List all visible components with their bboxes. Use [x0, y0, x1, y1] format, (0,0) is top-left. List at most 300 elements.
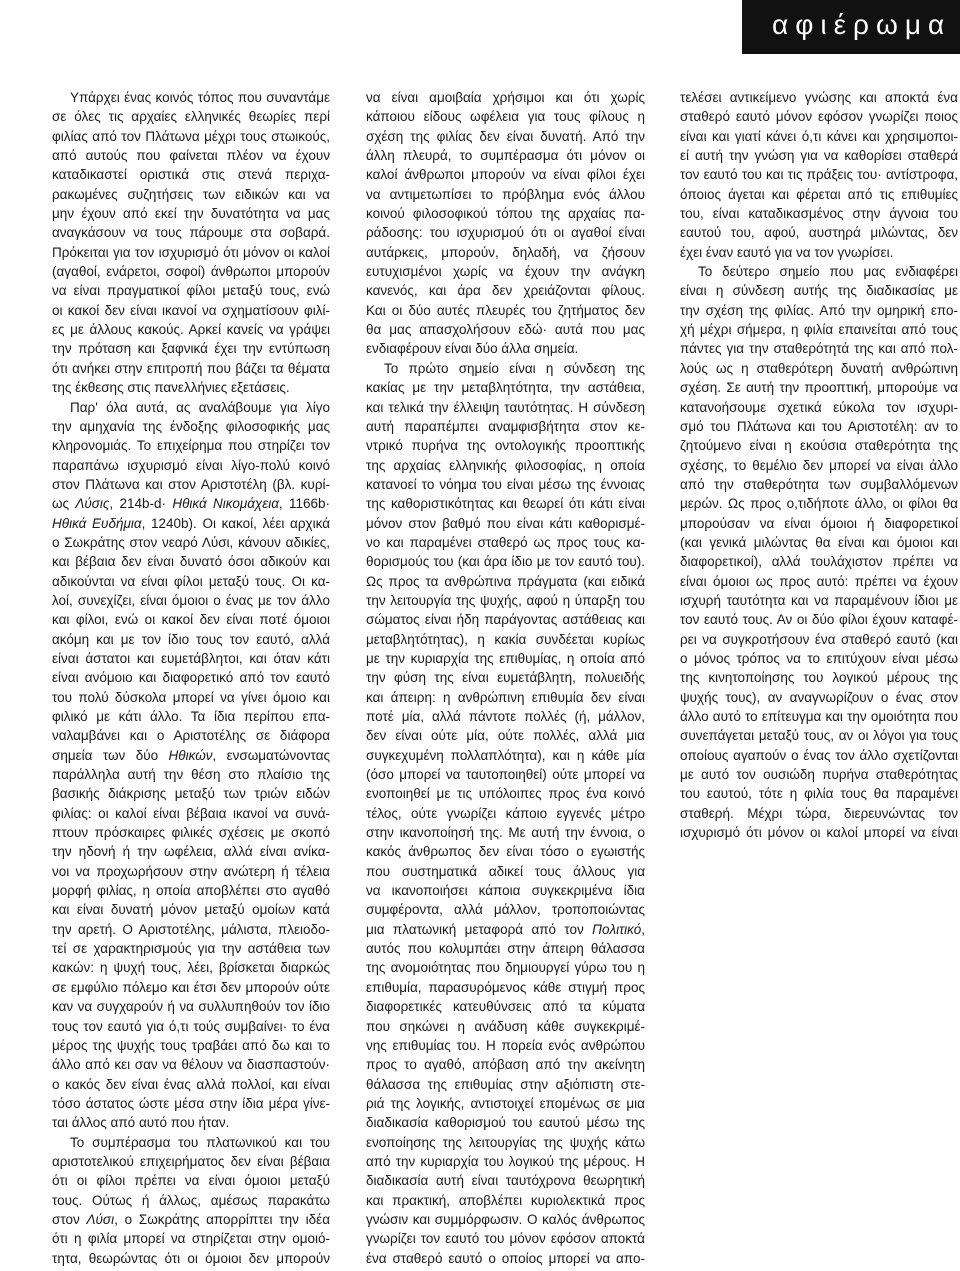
text-line	[366, 494, 645, 513]
text-line	[52, 243, 330, 262]
line-text: είναι ανόμοιο και διαφορετικό από τον εαυτό	[52, 670, 330, 686]
line-text: Παρ' όλα αυτά, ας αναλάβουμε για λίγο	[70, 399, 330, 415]
line-text: κακίας με την μεταβλητότητα, την αστάθεια,	[366, 380, 645, 396]
line-segment: ,	[641, 921, 645, 937]
line-text: άλλο από κει σαν να θέλουν να διασπαστούν·	[52, 1057, 330, 1073]
line-segment: , 1240b). Οι κακοί, λέει αρχικά	[141, 515, 330, 531]
line-text: που σηκώνει η ανάδυση κάθε συγκεκριμέ-	[366, 1018, 645, 1034]
line-text: ο Σωκράτης στον νεαρό Λύσι, κάνουν αδικίες,	[52, 534, 330, 550]
text-line	[680, 707, 958, 726]
text-line	[366, 243, 645, 262]
text-line	[680, 572, 958, 591]
text-line	[52, 456, 330, 475]
line-text: δεν είναι ούτε μία, ούτε πολλές, αλλά μια	[366, 728, 645, 744]
line-text: καλοί άνθρωποι μπορούν να είναι φίλοι έχει	[366, 167, 645, 183]
text-line	[52, 688, 330, 707]
text-line	[52, 262, 330, 281]
text-line	[680, 165, 958, 184]
line-text: την πρόταση και ξαφνικά έχει την εντύπωση	[52, 341, 330, 357]
text-line	[680, 185, 958, 204]
line-text: Το συμπέρασμα του πλατωνικού και του	[70, 1134, 330, 1150]
line-text: την ηδονή ή την ωφέλεια, αλλά είναι ανίκα-	[52, 844, 330, 860]
line-text: τελέσει αντικείμενο γνώσης και αποκτά ένα	[680, 90, 958, 105]
line-text: σώματος είναι ήδη παράγοντας αστάθειας και	[366, 612, 645, 628]
text-line	[680, 494, 958, 513]
line-text: άλλη πλευρά, το συμπέρασμα ότι μόνον οι	[366, 148, 645, 164]
text-line	[680, 514, 958, 533]
text-line	[680, 262, 958, 281]
text-line	[52, 223, 330, 242]
line-text: συνεπάγεται μεταξύ τους, αν οι λόγοι για τους	[680, 728, 958, 744]
line-text: μην έχουν από εκεί την δυνατότητα να μας	[52, 206, 330, 222]
text-line	[52, 881, 330, 900]
line-text: ρει να συγκροτήσουν ένα σταθερό εαυτό (και	[680, 631, 958, 647]
line-text: ζητούμενο είναι η εκούσια σταθερότητα της	[680, 438, 958, 454]
line-text: της ανομοιότητας που δημιουργεί γύρω του η	[366, 960, 645, 976]
line-text: εί αυτή την γνώση για να καθορίσει σταθερά	[680, 148, 958, 164]
line-text: με αυτό τον ουσιώδη πυρήνα σταθερότητας	[680, 767, 958, 783]
text-line	[52, 1036, 330, 1055]
text-line	[366, 997, 645, 1016]
section-header	[742, 0, 960, 54]
text-line	[680, 533, 958, 552]
line-text: του εαυτού, τότε η φιλία τους θα παραμένει	[680, 786, 958, 802]
text-line	[52, 1152, 330, 1171]
line-text: από αυτούς που φαίνεται πλέον να έχουν	[52, 148, 330, 164]
paragraph	[366, 88, 645, 359]
line-text: προς το αγαθό, απόβαση από την ακείνητη	[366, 1057, 645, 1073]
line-text: σταθερό εαυτό μόνον εφόσον γνωρίζει ποιος	[680, 109, 958, 125]
line-text: και άπειρη: η ανθρώπινη επιθυμία δεν είναι	[366, 689, 645, 705]
text-line	[366, 146, 645, 165]
line-text: καταδικαστεί οριστικά στις στενά περιχα-	[52, 167, 330, 183]
line-text: καν να συγχαρούν ή να συλλυπηθούν τον ίδιο	[52, 999, 330, 1015]
text-line	[366, 842, 645, 861]
text-line	[366, 610, 645, 629]
text-line	[366, 533, 645, 552]
text-line	[52, 746, 330, 765]
line-text: και πρακτική, αποβλέπει κυριολεκτικά προς	[366, 1192, 645, 1208]
text-line	[680, 765, 958, 784]
line-text: από την σταθερότητα των συμβαλλόμενων	[680, 476, 958, 492]
line-text: οι κακοί δεν είναι ικανοί να σχηματίσουν φιλί-	[52, 302, 330, 318]
line-text: (όσο μπορεί να ταυτοποιηθεί) ούτε μπορεί να	[366, 767, 645, 783]
line-text: κακών: η ψυχή τους, λέει, βρίσκεται διαρκώς	[52, 960, 330, 976]
text-line	[366, 1210, 645, 1229]
text-line	[52, 939, 330, 958]
text-line	[366, 572, 645, 591]
text-line	[366, 784, 645, 803]
text-line	[52, 862, 330, 881]
text-line	[366, 765, 645, 784]
line-text: μέρος της ψυχής τους τραβάει από δω και το	[52, 1037, 330, 1053]
text-line	[52, 610, 330, 629]
line-text: ται άλλος από αυτό που ήταν.	[52, 1115, 230, 1131]
line-text	[52, 746, 330, 765]
text-line	[680, 552, 958, 571]
line-text: στον Πλάτωνα και στον Αριστοτέλη (βλ. κυρί-	[52, 476, 330, 492]
line-text: ένα σταθερό εαυτό ο οποίος μπορεί να απο-	[366, 1250, 645, 1266]
text-line	[366, 649, 645, 668]
text-line	[366, 552, 645, 571]
text-line	[366, 456, 645, 475]
line-text: και είναι δυνατή μόνον μεταξύ ομοίων κατά	[52, 902, 330, 918]
line-text: είναι όμοιοι ως προς αυτό: πρέπει να έχουν	[680, 573, 958, 589]
text-line	[680, 649, 958, 668]
text-line	[52, 552, 330, 571]
text-column-1	[52, 88, 330, 1268]
line-text: της κινητοποίησης του λογικού μέρους της	[680, 670, 958, 686]
text-line	[366, 823, 645, 842]
line-text: τόσο άστατος ώστε μέσα στην ίδια μέρα γίνε-	[52, 1095, 330, 1111]
text-line	[52, 649, 330, 668]
line-text: πτουν πρόσκαιρες φιλικές σχέσεις με σκοπό	[52, 825, 330, 841]
line-text: ρακωμένες συζητήσεις των ειδικών και να	[52, 186, 330, 202]
text-line	[52, 378, 330, 397]
text-line	[52, 436, 330, 455]
line-text: ότι η φιλία μπορεί να στηρίζεται στην ομοιό-	[52, 1231, 330, 1247]
line-text: σχέση. Σε αυτή την προοπτική, μπορούμε να	[680, 380, 958, 396]
text-column-3	[680, 88, 958, 842]
text-line	[680, 417, 958, 436]
line-segment: , 214b-d·	[109, 496, 173, 512]
line-segment: μια πλατωνική μεταφορά από τον	[366, 921, 593, 937]
paragraph	[52, 1133, 330, 1268]
text-line	[366, 398, 645, 417]
text-line	[366, 1171, 645, 1190]
line-text: έχει έναν εαυτό για να τον γνωρίσει.	[680, 244, 894, 260]
line-text: εαυτού του, αφού, αυστηρά μιλώντας, δεν	[680, 225, 958, 241]
text-line	[366, 88, 645, 107]
line-text: διαδικασία καθορισμού του εαυτού μέσω της	[366, 1115, 645, 1131]
line-text: ράδοσης: του ισχυρισμού ότι οι αγαθοί είναι	[366, 225, 645, 241]
line-text: τους τον εαυτό για ό,τι τούς συμβαίνει· το ένα	[52, 1018, 330, 1034]
line-text: ψυχής τους), αν αναγνωρίζουν ο ένας στον	[680, 689, 958, 705]
line-text: χή μέχρι σήμερα, η φιλία επαινείται από τους	[680, 322, 958, 338]
text-line	[366, 223, 645, 242]
line-text: (αγαθοί, ενάρετοι, σοφοί) άνθρωποι μπορούν	[52, 264, 330, 280]
line-text: κληρονομιάς. Το επιχείρημα που στηρίζει τον	[52, 438, 330, 454]
text-line	[680, 398, 958, 417]
text-line	[366, 1191, 645, 1210]
line-text: τον εαυτό τους. Αν οι δύο φίλοι έχουν καταφέ-	[680, 612, 958, 628]
text-line	[680, 223, 958, 242]
line-text: ριά της λογικής, αντιστοιχεί επομένως σε μια	[366, 1095, 645, 1111]
text-line	[52, 1075, 330, 1094]
line-text: φιλίας: οι καλοί είναι βέβαια ικανοί να συνά-	[52, 805, 330, 821]
text-line	[52, 630, 330, 649]
line-text: να ικανοποιήσει κάποια συγκεκριμένα ίδια	[366, 883, 645, 899]
text-line	[680, 88, 958, 107]
text-line	[52, 359, 330, 378]
line-text: κανενός, και άρα δεν χρειάζονται φίλους.	[366, 283, 645, 299]
text-line	[680, 204, 958, 223]
text-line	[366, 707, 645, 726]
text-line	[52, 146, 330, 165]
paragraph	[52, 88, 330, 398]
line-text: γνώσιν και συμμόρφωσιν. Ο καλός άνθρωπος	[366, 1211, 645, 1227]
text-line	[52, 1017, 330, 1036]
line-text: Το δεύτερο σημείο που μας ενδιαφέρει	[698, 264, 958, 280]
text-line	[52, 1094, 330, 1113]
line-text: παραπάνω ισχυρισμό είναι λίγο-πολύ κοινό	[52, 457, 330, 473]
line-text: ότι οι φίλοι πρέπει να είναι όμοιοι μεταξύ	[52, 1173, 330, 1189]
text-line	[52, 997, 330, 1016]
line-text: μεταβλητότητας), η κακία συνδέεται κυρίως	[366, 631, 645, 647]
text-line	[52, 823, 330, 842]
text-line	[52, 958, 330, 977]
text-line	[680, 107, 958, 126]
text-line	[366, 1036, 645, 1055]
line-text	[52, 1210, 330, 1229]
line-text: ο κακός δεν είναι ένας αλλά πολλοί, και είναι	[52, 1076, 330, 1092]
line-text: ενοποιηθεί με τις υπόλοιπες προς ένα κοινό	[366, 786, 645, 802]
line-text: ευτυχισμένοι χωρίς να έχουν την ανάγκη	[366, 264, 645, 280]
text-line	[52, 920, 330, 939]
line-text: αυτός που κολυμπάει στην άπειρη θάλασσα	[366, 941, 645, 957]
text-line	[366, 262, 645, 281]
text-line	[366, 127, 645, 146]
italic-title: Ηθικά Ευδήμια	[52, 515, 142, 531]
text-line	[366, 1075, 645, 1094]
line-text: ενδιαφέρουν είναι δύο άλλα σημεία.	[366, 341, 579, 357]
line-text: τους. Ούτως ή άλλως, αμέσως παρακάτω	[52, 1192, 330, 1208]
line-text: και φίλοι, ενώ οι κακοί δεν είναι ποτέ όμοιοι	[52, 612, 330, 628]
text-line	[52, 1113, 330, 1132]
text-line	[52, 726, 330, 745]
line-text: κάποιου είδους ωφέλεια για τους φίλους η	[366, 109, 645, 125]
line-text: και βέβαια δεν είναι δυνατό όσοι αδικούν και	[52, 554, 330, 570]
text-line	[366, 630, 645, 649]
text-line	[366, 320, 645, 339]
line-text: γνωρίζει τον εαυτό του μόνον εφόσον αποκτά	[366, 1231, 645, 1247]
line-text: αυτή παραπέμπει αναμφισβήτητα στον κε-	[366, 418, 645, 434]
text-line	[680, 726, 958, 745]
text-line	[52, 339, 330, 358]
text-line	[366, 1094, 645, 1113]
text-line	[52, 978, 330, 997]
line-text	[52, 494, 330, 513]
text-line	[366, 978, 645, 997]
line-text: σταθερή. Μέχρι τώρα, διερευνώντας τον	[680, 805, 958, 821]
line-text: οποίους αγαπούν ο ένας τον άλλο σχετίζονται	[680, 747, 958, 763]
text-line	[680, 436, 958, 455]
text-line	[366, 1017, 645, 1036]
text-line	[52, 320, 330, 339]
line-text: από την κυριαρχία του λογικού της μέρους. Η	[366, 1153, 645, 1169]
text-line	[52, 591, 330, 610]
text-line	[366, 417, 645, 436]
line-text: σε εμφύλιο πόλεμο και έτσι δεν μπορούν ούτε	[52, 979, 330, 995]
line-text: νοι να προχωρήσουν στην ανώτερη ή τέλεια	[52, 863, 330, 879]
line-text: να είναι πραγματικοί φίλοι μεταξύ τους, ενώ	[52, 283, 330, 299]
text-line	[52, 185, 330, 204]
text-line	[680, 746, 958, 765]
text-line	[366, 1113, 645, 1132]
text-line	[52, 1229, 330, 1248]
line-text: Πρόκειται για τον ισχυρισμό ότι μόνον οι καλοί	[52, 244, 330, 260]
line-text: ότι ανήκει στην επιτροπή που βάζει τα θέματα	[52, 360, 330, 376]
line-text: ο μόνος τρόπος να το επιτύχουν είναι μέσω	[680, 650, 958, 666]
line-text: επιθυμία, παρασυρόμενος κάθε στιγμή προς	[366, 979, 645, 995]
line-text: κατανοήσουμε σχετικά εύκολα τον ισχυρι-	[680, 399, 958, 415]
line-text: αδικούνται να είναι φίλοι μεταξύ τους. Οι κα-	[52, 573, 330, 589]
line-text: (και γενικά μιλώντας θα είναι και όμοιοι και	[680, 534, 958, 550]
italic-title: Ηθικών	[168, 747, 213, 763]
line-text: της καθοριστικότητας και θεωρεί ότι κάτι είναι	[366, 496, 645, 512]
text-line	[680, 281, 958, 300]
text-line	[680, 823, 958, 842]
line-text: είναι η σύνδεση αυτής της διαδικασίας με	[680, 283, 958, 299]
line-text: αναγκάσουν να τους πάρουμε στα σοβαρά.	[52, 225, 330, 241]
text-line	[52, 1191, 330, 1210]
text-line	[680, 630, 958, 649]
italic-title: Πολιτικό	[592, 921, 642, 937]
line-segment: , 1166b·	[278, 496, 330, 512]
line-text: τητα, θεωρώντας ότι οι όμοιοι δεν μπορούν	[52, 1250, 330, 1266]
section-title: αφιέρωμα	[772, 9, 952, 40]
text-line	[366, 688, 645, 707]
text-line	[366, 475, 645, 494]
line-text: ισχυρισμό ότι μόνον οι καλοί μπορεί να είναι	[680, 825, 958, 841]
text-line	[52, 165, 330, 184]
text-line	[52, 765, 330, 784]
line-text: την φύση της είναι ευμετάβλητη, πολυειδής	[366, 670, 645, 686]
line-text: με την κυριαρχία της επιθυμίας, η οποία από	[366, 650, 645, 666]
text-line	[680, 610, 958, 629]
line-segment: ως	[52, 496, 76, 512]
line-text: να αντιμετωπίσει το πρόβλημα ενός άλλου	[366, 186, 645, 202]
line-text: μπορούσαν να είναι όμοιοι ή διαφορετικοί	[680, 515, 958, 531]
text-line	[366, 920, 645, 939]
line-text: Ως προς τα ανθρώπινα πράγματα (και ειδικά	[366, 573, 645, 589]
line-text: φιλικό με κάτι άλλο. Τα ίδια περίπου επα-	[52, 709, 330, 724]
line-text: του, είναι καταδικασμένος στην άγνοια του	[680, 206, 958, 222]
line-text: συμφέροντα, αλλά μάλλον, τροποποιώντας	[366, 902, 645, 918]
line-text: διαδικασία αυτή είναι ταυτόχρονα θεωρητική	[366, 1173, 645, 1189]
text-line	[52, 804, 330, 823]
text-line	[366, 359, 645, 378]
line-text: τον εαυτό του και τις πράξεις του· αντίστροφα,	[680, 167, 958, 183]
line-text: διαφορετικοί), αλλά τουλάχιστον πρέπει να	[680, 554, 958, 570]
line-segment: , ο Σωκράτης απορρίπτει την ιδέα	[114, 1211, 330, 1227]
text-line	[680, 688, 958, 707]
line-text: λούς ως η σταθερότερη δυνατή ανθρώπινη	[680, 360, 958, 376]
text-line	[52, 572, 330, 591]
text-line	[366, 1249, 645, 1268]
line-text: διαφορετικές κατευθύνσεις από τα κύματα	[366, 999, 645, 1015]
line-text: τέλος, ούτε γνωρίζει κάποιο εγγενές μέτρο	[366, 805, 645, 821]
line-text: άλλο αυτό το επίτευγμα και την ομοιότητα που	[680, 709, 958, 724]
line-text: νο και παραμένει σταθερό ως προς τους κα-	[366, 534, 645, 550]
text-line	[366, 185, 645, 204]
line-text: της έκθεσης στις πανελλήνιες εξετάσεις.	[52, 380, 290, 396]
text-line	[366, 204, 645, 223]
text-line	[52, 204, 330, 223]
line-text: σχέση της φιλίας δεν είναι δυνατή. Από την	[366, 128, 645, 144]
line-text: σχέσης, το θεμέλιο δεν μπορεί να είναι άλλο	[680, 457, 958, 473]
text-line	[52, 417, 330, 436]
line-text: του πολύ δύσκολα μπορεί να γίνει όμοιο και	[52, 689, 330, 705]
text-line	[52, 842, 330, 861]
text-line	[680, 784, 958, 803]
text-line	[52, 281, 330, 300]
text-line	[366, 668, 645, 687]
text-line	[680, 320, 958, 339]
text-line	[366, 746, 645, 765]
line-text: αυτάρκεις, μπορούν, δηλαδή, να ζήσουν	[366, 244, 645, 260]
line-text: της αρχαίας ελληνικής φιλοσοφίας, η οποία	[366, 457, 645, 473]
text-line	[366, 1152, 645, 1171]
text-line	[366, 514, 645, 533]
text-line	[680, 243, 958, 262]
line-text: κατανοεί το νόημα του είναι μέσω της έννοιας	[366, 476, 645, 492]
line-text: σε όλες τις αρχαίες ελληνικές θεωρίες περί	[52, 109, 330, 125]
text-line	[52, 1055, 330, 1074]
line-text: την αρετή. Ο Αριστοτέλης, μάλιστα, πλειοδο-	[52, 921, 330, 937]
line-text: την αμηχανία της ένδοξης φιλοσοφικής μας	[52, 418, 330, 434]
text-line	[52, 398, 330, 417]
text-line	[366, 726, 645, 745]
line-text: μόνον στον βαθμό που είναι κάτι καθορισμέ-	[366, 515, 645, 531]
line-text: την σχέση της φιλίας. Από την ομηρική επο-	[680, 302, 958, 318]
text-column-2	[366, 88, 645, 1268]
text-line	[680, 456, 958, 475]
text-line	[680, 146, 958, 165]
line-text	[366, 920, 645, 939]
text-line	[366, 591, 645, 610]
text-line	[52, 784, 330, 803]
line-text: θα μας απασχολήσουν εδώ· αυτά που μας	[366, 322, 645, 338]
text-line	[680, 127, 958, 146]
text-line	[366, 165, 645, 184]
text-line	[52, 900, 330, 919]
line-text: μερών. Ως προς ο,τιδήποτε άλλο, οι φίλοι θα	[680, 496, 958, 512]
line-text: ες με άλλους κακούς. Αρκεί κανείς να γράψει	[52, 322, 330, 338]
text-line	[52, 1133, 330, 1152]
text-line	[366, 958, 645, 977]
line-text: και τελικά την έλλειψη ταυτότητας. Η σύνδεση	[366, 399, 645, 415]
text-line	[366, 378, 645, 397]
paragraph	[680, 88, 958, 262]
line-text: ντρικό πυρήνα της οντολογικής προοπτικής	[366, 438, 645, 454]
line-text: ποτέ μία, αλλά πάντοτε πολλές (ή, μάλλον,	[366, 709, 645, 724]
line-text: στην ικανοποίησή της. Με αυτή την έννοια, ο	[366, 825, 645, 841]
text-line	[366, 107, 645, 126]
line-text: συγκεχυμένη πολλαπλότητα), και η κάθε μία	[366, 747, 645, 763]
line-text: κακός άνθρωπος δεν είναι τόσο ο εγωιστής	[366, 844, 645, 860]
text-line	[52, 301, 330, 320]
text-line	[52, 514, 330, 533]
text-line	[366, 281, 645, 300]
line-text: Και οι δύο αυτές πλευρές του ζητήματος δεν	[366, 302, 645, 318]
line-text: είναι και γιατί κάνει ό,τι κάνει και χρησιμοποι-	[680, 128, 958, 144]
line-text: να είναι αμοιβαία χρήσιμοι και ότι χωρίς	[366, 90, 645, 105]
text-line	[366, 301, 645, 320]
text-line	[366, 1055, 645, 1074]
italic-title: Λύσι	[86, 1211, 115, 1227]
text-line	[680, 359, 958, 378]
line-text: φιλίας από τον Πλάτωνα μέχρι τους στωικούς,	[52, 128, 330, 144]
italic-title: Ηθικά Νικομάχεια	[172, 496, 279, 512]
line-text: όποιος άγεται και φέρεται από τις επιθυμίες	[680, 186, 958, 202]
line-text: ναλαμβάνει και ο Αριστοτέλης σε διάφορα	[52, 728, 330, 744]
paragraph	[52, 398, 330, 1133]
line-text: βασικής διάκρισης μεταξύ των τριών ειδών	[52, 786, 330, 802]
text-line	[52, 127, 330, 146]
line-text: θάλασσα της επιθυμίας στην αξιόπιστη στε-	[366, 1076, 645, 1092]
text-line	[366, 881, 645, 900]
